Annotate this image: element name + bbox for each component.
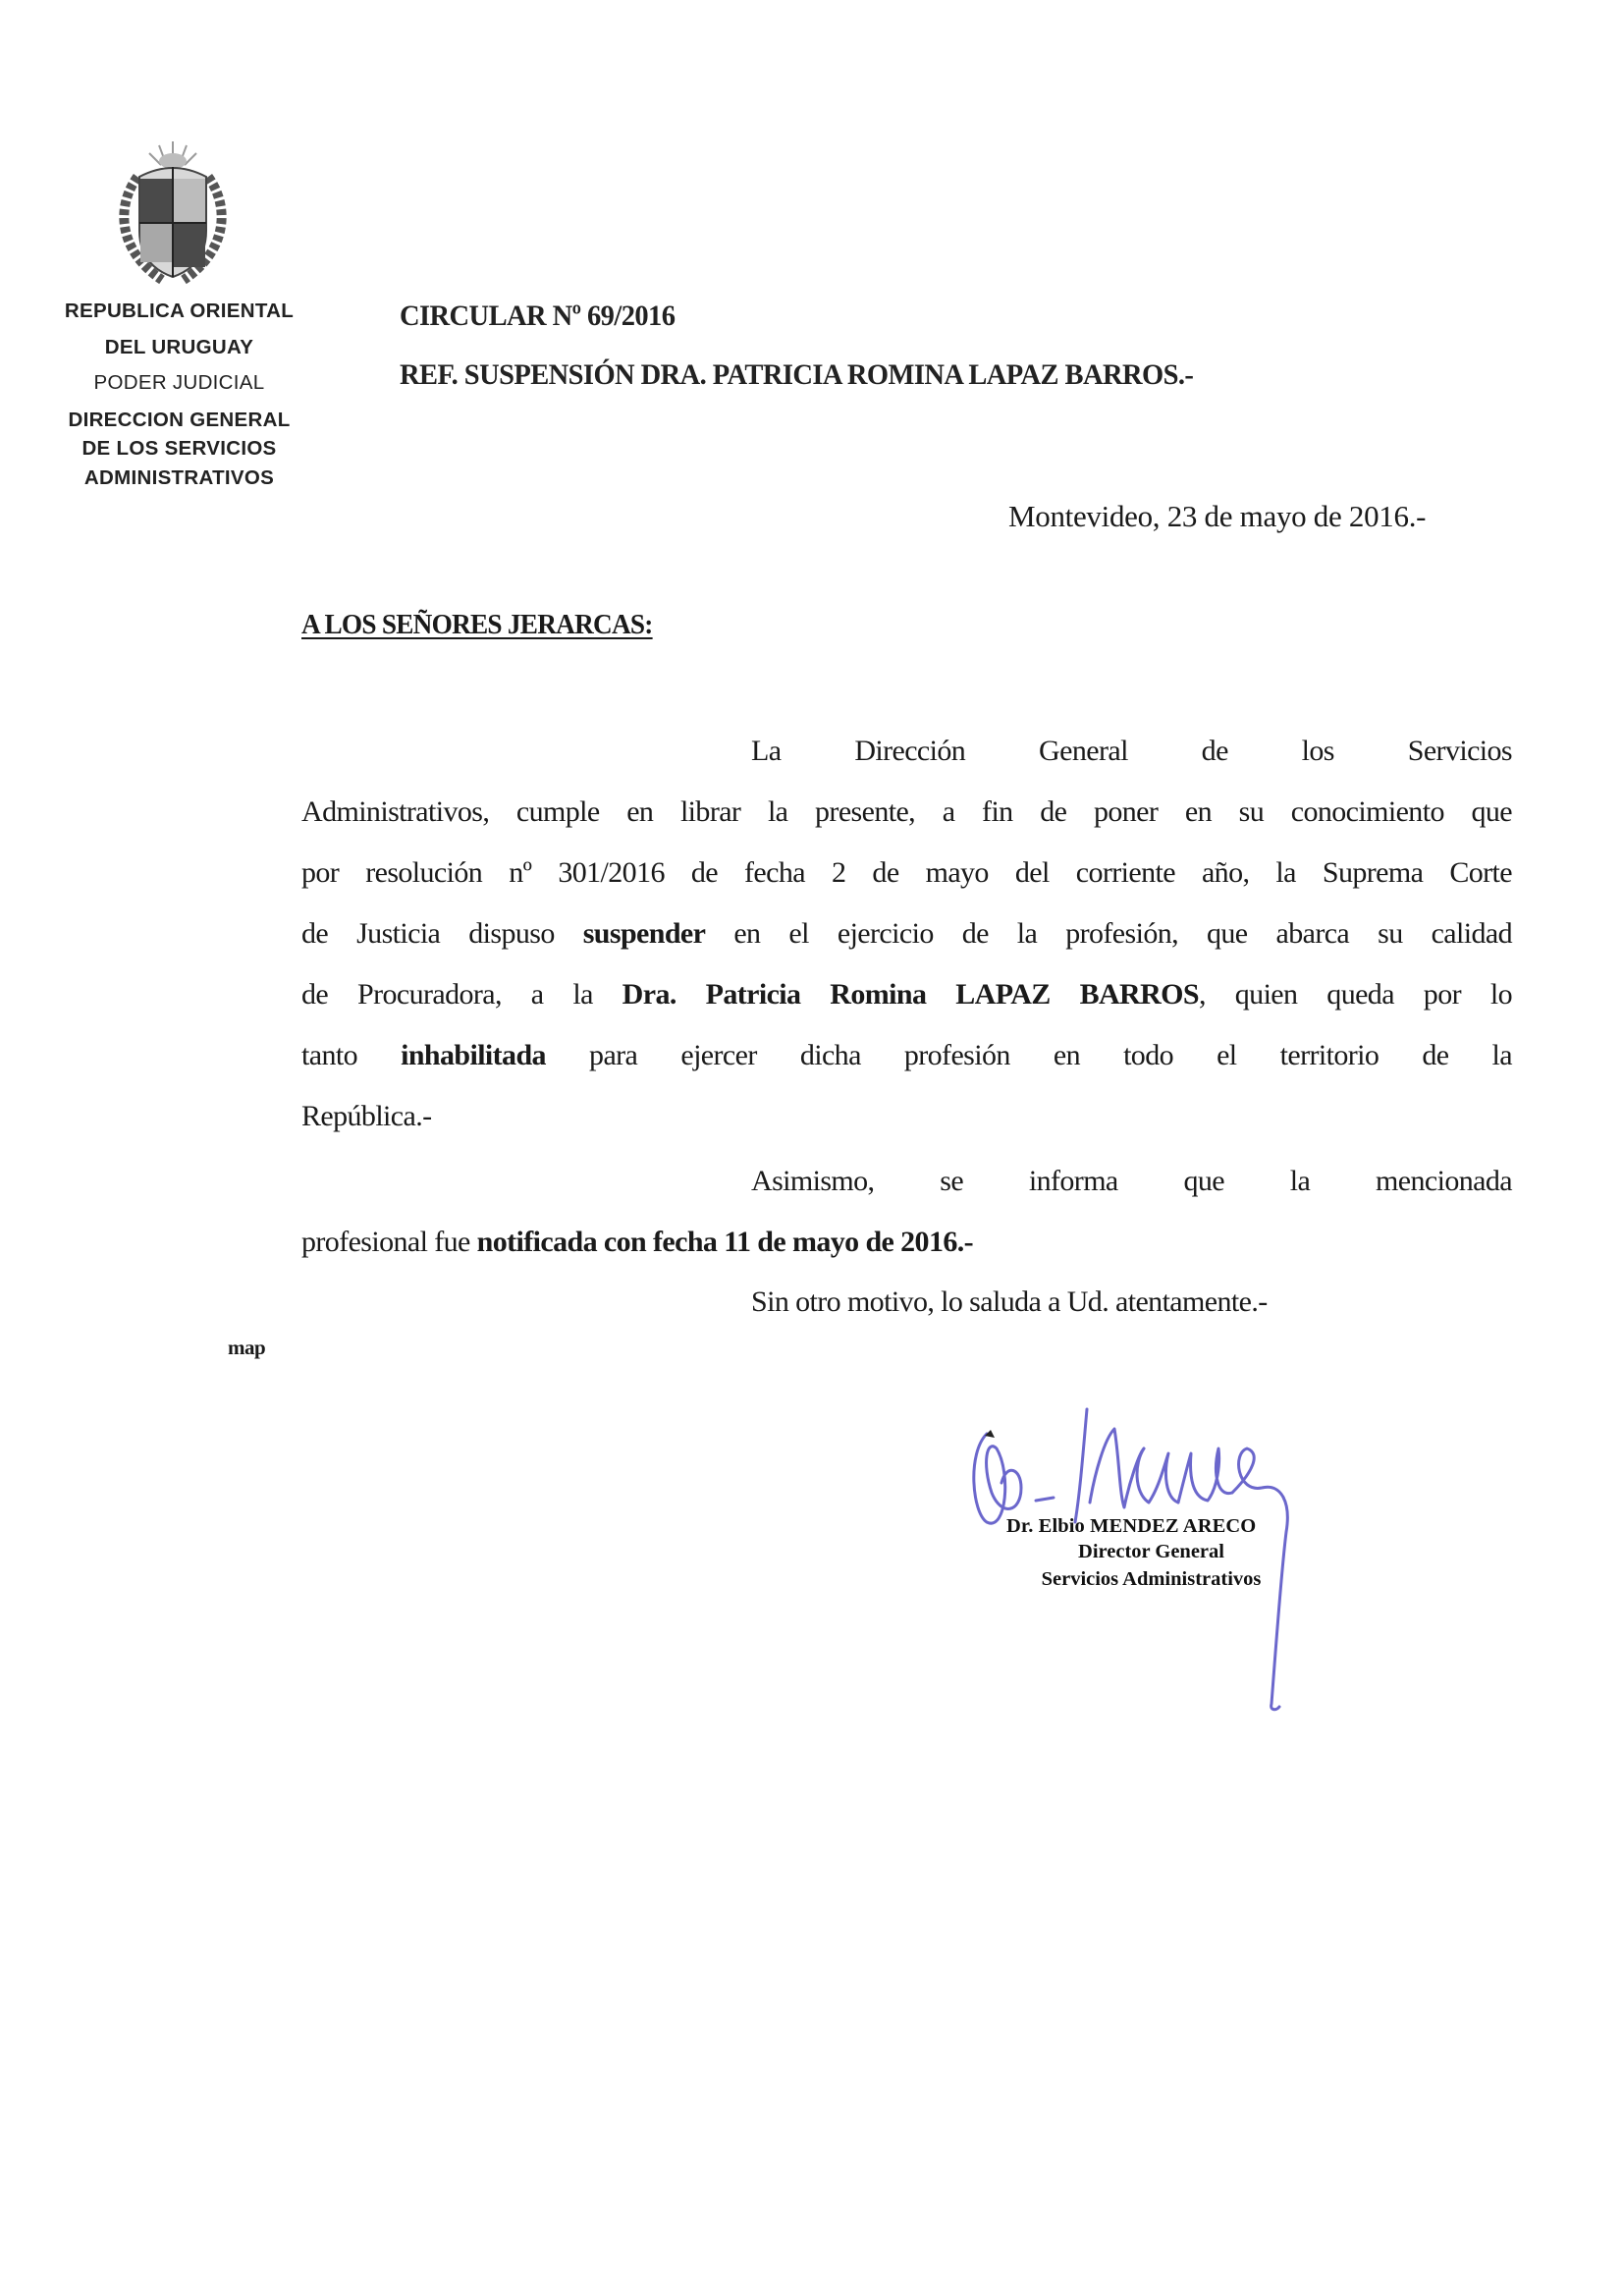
- paragraph-line: Administrativos, cumple en librar la presente, a fin de poner en su conocimiento que: [301, 795, 1512, 828]
- text-run: en el ejercicio de la profesión, que abarca su calidad: [705, 917, 1512, 950]
- letterhead-line-republica: REPUBLICA ORIENTAL: [64, 300, 295, 322]
- emphasis-name: Dra. Patricia Romina LAPAZ BARROS: [622, 978, 1199, 1011]
- signatory-department: Servicios Administrativos: [1041, 1568, 1262, 1590]
- circular-number: CIRCULAR Nº 69/2016: [400, 300, 676, 332]
- paragraph-line: [301, 1025, 1512, 1086]
- date-line: Montevideo, 23 de mayo de 2016.-: [1008, 499, 1427, 533]
- paragraph-notification: [301, 1151, 1512, 1273]
- uruguay-coat-of-arms-icon: [108, 137, 238, 287]
- text-run: de Justicia dispuso: [301, 917, 583, 950]
- text-run: , quien queda por lo: [1199, 978, 1512, 1011]
- text-run: profesional fue: [301, 1226, 477, 1258]
- paragraph-line: [301, 1212, 1512, 1273]
- letterhead-line-uruguay: DEL URUGUAY: [104, 336, 254, 358]
- signatory-name: Dr. Elbio MENDEZ ARECO: [1006, 1515, 1257, 1537]
- letterhead-line-direccion: DIRECCION GENERAL: [68, 409, 291, 431]
- paragraph-line: Asimismo, se informa que la mencionada: [751, 1165, 1512, 1197]
- signatory-title: Director General: [1078, 1541, 1224, 1562]
- emphasis-inhabilitada: inhabilitada: [401, 1039, 546, 1071]
- salutation: A LOS SEÑORES JERARCAS:: [301, 609, 653, 640]
- closing-line: [301, 1272, 1512, 1333]
- letterhead-line-administrativos: ADMINISTRATIVOS: [83, 466, 275, 489]
- reference-line: REF. SUSPENSIÓN DRA. PATRICIA ROMINA LAPAZ BARROS.-: [400, 358, 1194, 391]
- paragraph-line: [301, 964, 1512, 1025]
- paragraph-line: La Dirección General de los Servicios: [751, 735, 1512, 767]
- typist-initials: map: [228, 1336, 266, 1359]
- paragraph-resolution: [301, 721, 1512, 1147]
- paragraph-line: Sin otro motivo, lo saluda a Ud. atentamente.-: [751, 1285, 1268, 1318]
- paragraph-line: República.-: [301, 1100, 432, 1132]
- text-run: .-: [956, 1226, 974, 1258]
- emphasis-notification-date: notificada con fecha 11 de mayo de 2016: [476, 1226, 957, 1258]
- paragraph-line: [301, 903, 1512, 964]
- text-run: de Procuradora, a la: [301, 978, 622, 1011]
- letterhead-line-servicios: DE LOS SERVICIOS: [81, 437, 277, 460]
- emphasis-suspender: suspender: [582, 917, 706, 950]
- letterhead-line-poder-judicial: PODER JUDICIAL: [93, 371, 265, 394]
- text-run: para ejercer dicha profesión en todo el territorio de la: [545, 1039, 1512, 1071]
- paragraph-line: por resolución nº 301/2016 de fecha 2 de mayo del corriente año, la Suprema Corte: [301, 856, 1512, 889]
- text-run: tanto: [301, 1039, 402, 1071]
